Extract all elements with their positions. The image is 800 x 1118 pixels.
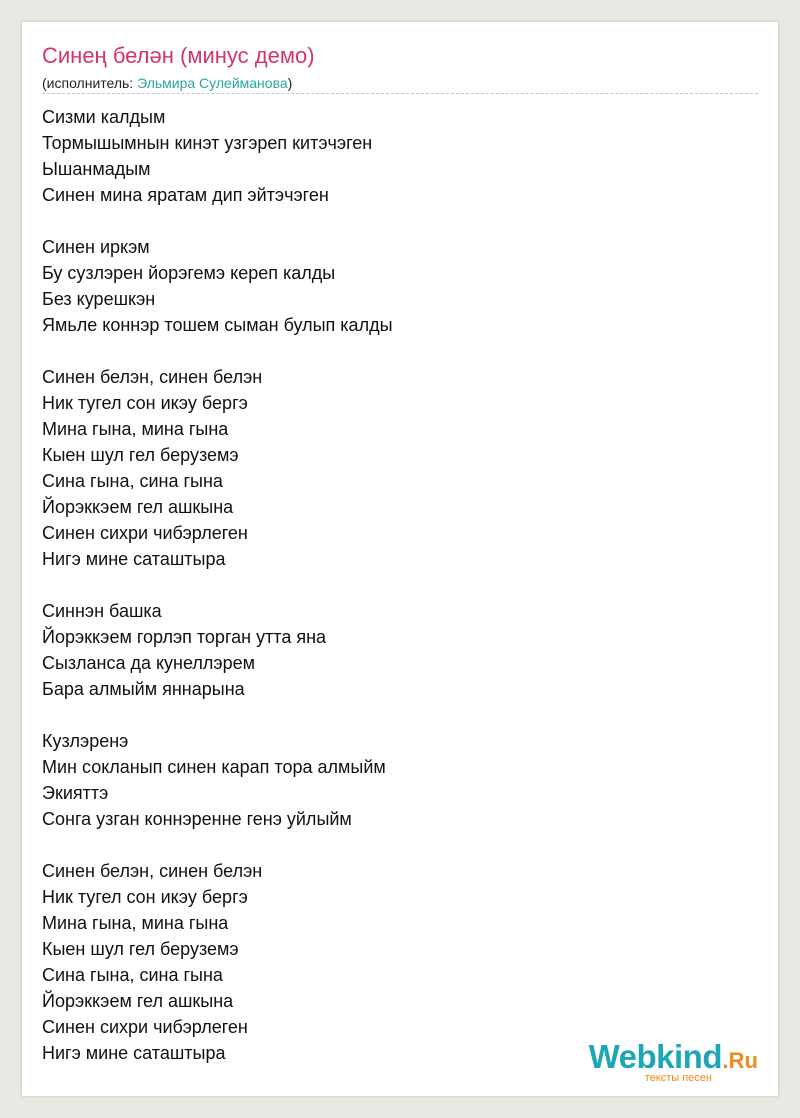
lyric-line: Синен иркэм [42, 237, 150, 257]
lyric-line: Сина гына, сина гына [42, 471, 223, 491]
lyrics-stanza [42, 104, 742, 208]
site-logo[interactable] [558, 1038, 758, 1084]
lyric-line: Бу сузлэрен йорэгемэ кереп калды [42, 263, 336, 283]
lyric-line: Кыен шул гел беруземэ [42, 939, 239, 959]
lyric-line: Синен сихри чибэрлеген [42, 523, 248, 543]
lyric-line: Экияттэ [42, 783, 109, 803]
artist-suffix: ) [287, 75, 293, 91]
logo-tagline: тексты песен [644, 1072, 712, 1084]
artist-prefix: (исполнитель: [42, 75, 138, 91]
header-divider [42, 93, 758, 94]
lyric-line: Нигэ мине саташтыра [42, 549, 226, 569]
lyric-line: Мина гына, мина гына [42, 913, 229, 933]
lyrics-stanza [42, 234, 742, 338]
lyric-line: Сызланса да кунеллэрем [42, 653, 255, 673]
lyric-line: Кузлэренэ [42, 731, 129, 751]
lyric-line: Синен мина яратам дип эйтэчэген [42, 185, 329, 205]
lyric-line: Тормышымнын кинэт узгэреп китэчэген [42, 133, 373, 153]
lyrics-stanza [42, 858, 742, 1066]
lyrics-stanza [42, 598, 742, 702]
lyric-line: Ямьле коннэр тошем сыман булып калды [42, 315, 393, 335]
logo-domain: .Ru [722, 1048, 758, 1073]
lyric-line: Сонга узган коннэренне генэ уйлыйм [42, 809, 352, 829]
lyrics-body [42, 104, 742, 1092]
song-title: Синең белән (минус демо) [42, 43, 315, 68]
lyric-line: Йорэккэем гел ашкына [42, 497, 234, 517]
lyric-line: Синен белэн, синен белэн [42, 367, 263, 387]
lyric-line: Бара алмыйм яннарына [42, 679, 245, 699]
lyric-line: Без курешкэн [42, 289, 156, 309]
logo-wordmark: Webkind [588, 1038, 722, 1075]
lyric-line: Йорэккэем горлэп торган утта яна [42, 627, 327, 647]
lyric-line: Нигэ мине саташтыра [42, 1043, 226, 1063]
lyrics-stanza [42, 364, 742, 572]
lyric-line: Синен сихри чибэрлеген [42, 1017, 248, 1037]
lyric-line: Сизми калдым [42, 107, 166, 127]
lyric-line: Мин сокланып синен карап тора алмыйм [42, 757, 386, 777]
artist-line [42, 74, 292, 92]
lyric-line: Ник тугел сон икэу бергэ [42, 887, 248, 907]
lyric-line: Кыен шул гел беруземэ [42, 445, 239, 465]
lyric-line: Мина гына, мина гына [42, 419, 229, 439]
lyrics-stanza [42, 728, 742, 832]
lyric-line: Йорэккэем гел ашкына [42, 991, 234, 1011]
lyric-line: Синнэн башка [42, 601, 162, 621]
artist-link[interactable]: Эльмира Сулейманова [137, 75, 288, 91]
lyrics-sheet [22, 22, 778, 1096]
lyric-line: Сина гына, сина гына [42, 965, 223, 985]
lyric-line: Ышанмадым [42, 159, 151, 179]
lyric-line: Ник тугел сон икэу бергэ [42, 393, 248, 413]
lyric-line: Синен белэн, синен белэн [42, 861, 263, 881]
